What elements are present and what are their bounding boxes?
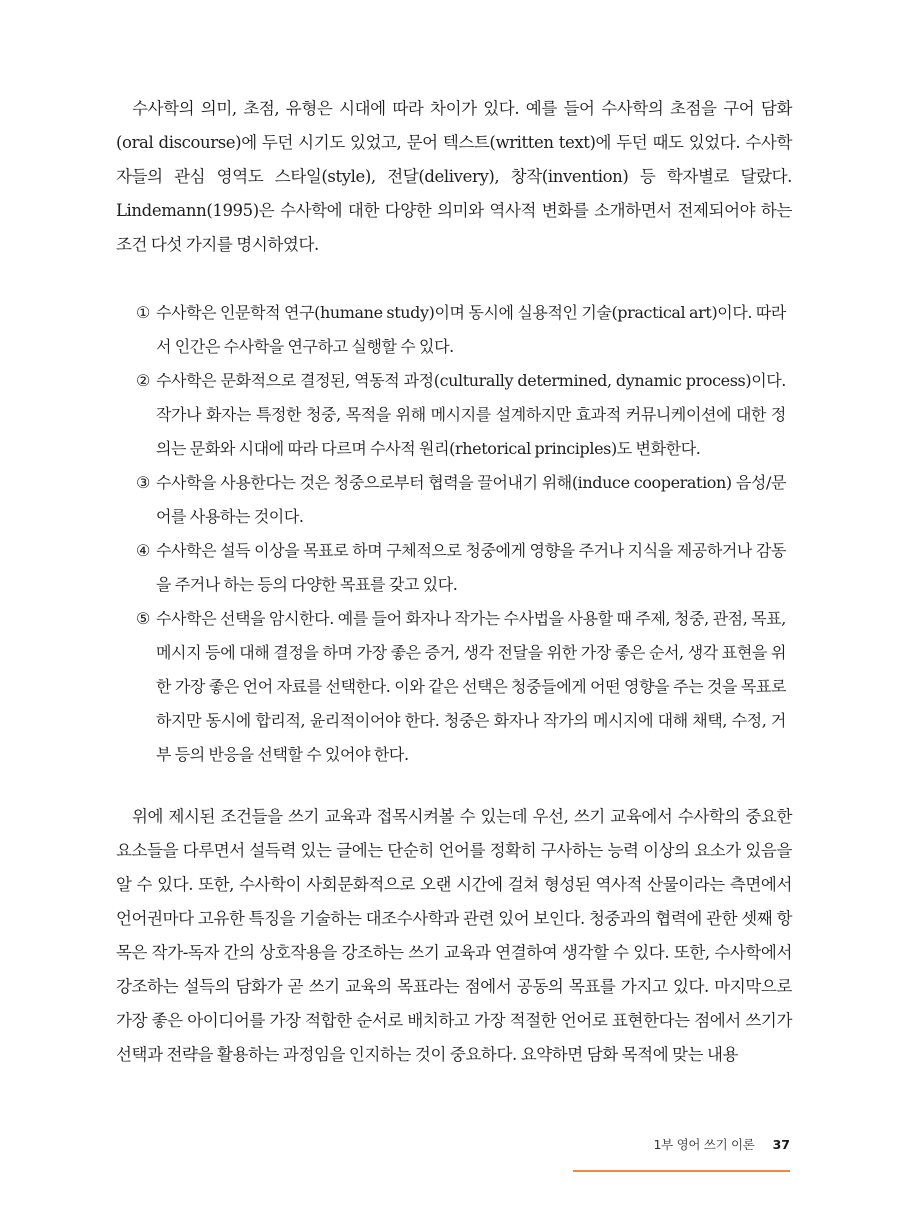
footer-accent-rule bbox=[573, 1170, 790, 1172]
list-item-number: ① bbox=[136, 303, 150, 322]
list-item-text: 수사학은 인문학적 연구(humane study)이며 동시에 실용적인 기술(practical art)이다. 따라서 인간은 수사학을 연구하고 실행할 수 있다. bbox=[156, 303, 786, 356]
list-item bbox=[136, 466, 786, 534]
list-item-text: 수사학은 선택을 암시한다. 예를 들어 화자나 작가는 수사법을 사용할 때 주제, 청중, 관점, 목표, 메시지 등에 대해 결정을 하며 가장 좋은 증거, 생각 전달을 위한 가장 좋은 순서, 생각 표현을 위한 가장 좋은 언어 자료를 선택한다. 이와 같은 선택은 청중들에게 어떤 영향을 주는 것을 목표로 하지만 동시에 합리적, 윤리적이어야 한다. 청중은 화자나 작가의 메시지에 대해 채택, 수정, 거부 등의 반응을 선택할 수 있어야 한다. bbox=[156, 609, 786, 764]
body-paragraph-2 bbox=[116, 800, 792, 1072]
conditions-list bbox=[136, 296, 786, 772]
body-paragraph-1 bbox=[116, 92, 792, 262]
page-number: 37 bbox=[772, 1137, 790, 1152]
list-item bbox=[136, 364, 786, 466]
list-item-number: ③ bbox=[136, 473, 150, 492]
list-item-number: ② bbox=[136, 371, 150, 390]
list-item-text: 수사학은 설득 이상을 목표로 하며 구체적으로 청중에게 영향을 주거나 지식을 제공하거나 감동을 주거나 하는 등의 다양한 목표를 갖고 있다. bbox=[156, 541, 786, 594]
list-item-number: ④ bbox=[136, 541, 150, 560]
running-footer-title: 1부 영어 쓰기 이론 bbox=[653, 1137, 755, 1152]
list-item bbox=[136, 296, 786, 364]
list-item-text: 수사학을 사용한다는 것은 청중으로부터 협력을 끌어내기 위해(induce cooperation) 음성/문어를 사용하는 것이다. bbox=[156, 473, 786, 526]
list-item bbox=[136, 534, 786, 602]
body-paragraph-1-text: 수사학의 의미, 초점, 유형은 시대에 따라 차이가 있다. 예를 들어 수사학의 초점을 구어 담화(oral discourse)에 두던 시기도 있었고, 문어 텍스트(written text)에 두던 때도 있었다. 수사학자들의 관심 영역도 스타일(style), 전달(delivery), 창작(invention) 등 학자별로 달랐다. Lindemann(1995)은 수사학에 대한 다양한 의미와 역사적 변화를 소개하면서 전제되어야 하는 조건 다섯 가지를 명시하였다. bbox=[116, 99, 792, 254]
body-paragraph-2-text: 위에 제시된 조건들을 쓰기 교육과 접목시켜볼 수 있는데 우선, 쓰기 교육에서 수사학의 중요한 요소들을 다루면서 설득력 있는 글에는 단순히 언어를 정확히 구사하는 능력 이상의 요소가 있음을 알 수 있다. 또한, 수사학이 사회문화적으로 오랜 시간에 걸쳐 형성된 역사적 산물이라는 측면에서 언어권마다 고유한 특징을 기술하는 대조수사학과 관련 있어 보인다. 청중과의 협력에 관한 셋째 항목은 작가-독자 간의 상호작용을 강조하는 쓰기 교육과 연결하여 생각할 수 있다. 또한, 수사학에서 강조하는 설득의 담화가 곧 쓰기 교육의 목표라는 점에서 공동의 목표를 가지고 있다. 마지막으로 가장 좋은 아이디어를 가장 적합한 순서로 배치하고 가장 적절한 언어로 표현한다는 점에서 쓰기가 선택과 전략을 활용하는 과정임을 인지하는 것이 중요하다. 요약하면 담화 목적에 맞는 내용 bbox=[116, 807, 792, 1064]
list-item-number: ⑤ bbox=[136, 609, 150, 628]
page-footer bbox=[653, 1135, 790, 1153]
list-item-text: 수사학은 문화적으로 결정된, 역동적 과정(culturally determined, dynamic process)이다. 작가나 화자는 특정한 청중, 목적을 위해 메시지를 설계하지만 효과적 커뮤니케이션에 대한 정의는 문화와 시대에 따라 다르며 수사적 원리(rhetorical principles)도 변화한다. bbox=[156, 371, 786, 458]
list-item bbox=[136, 602, 786, 772]
